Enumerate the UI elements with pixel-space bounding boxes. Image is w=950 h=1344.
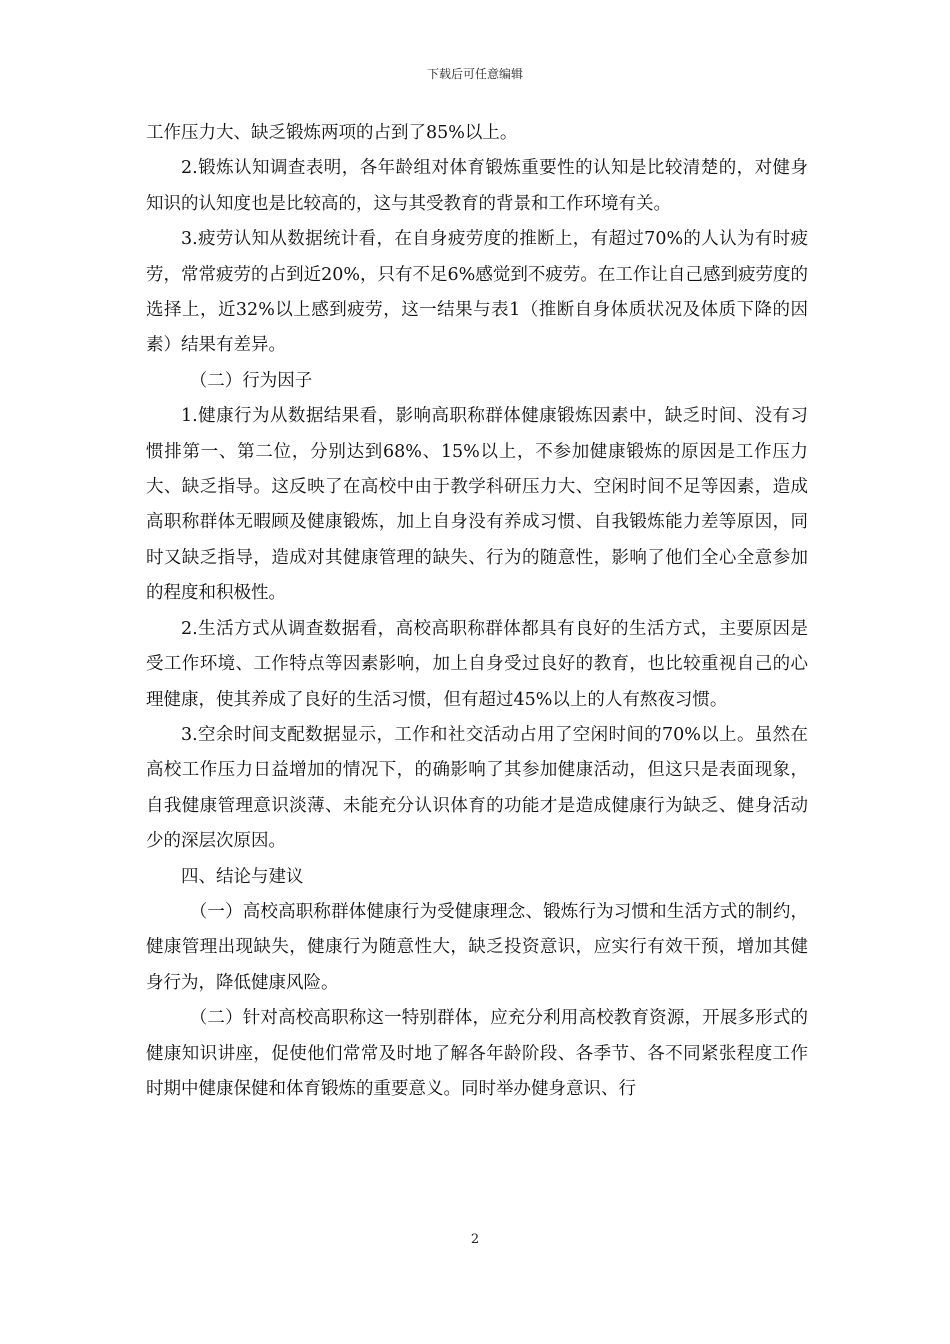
paragraph-lifestyle: 2.生活方式从调查数据看，高校高职称群体都具有良好的生活方式，主要原因是受工作环境、工作特点等因素影响，加上自身受过良好的教育，也比较重视自己的心理健康，使其养成了良好的生活习惯，但有超过45%以上的人有熬夜习惯。 [146,618,808,710]
section-heading-conclusions: 四、结论与建议 [181,866,304,887]
paragraph-fatigue-cognition: 3.疲劳认知从数据统计看，在自身疲劳度的推断上，有超过70%的人认为有时疲劳，常常疲劳的占到近20%，只有不足6%感觉到不疲劳。在工作让自己感到疲劳度的选择上，近32%以上感到疲劳，这一结果与表1（推断自身体质状况及体质下降的因素）结果有差异。 [146,229,808,356]
paragraph-conclusion-1: （一）高校高职称群体健康行为受健康理念、锻炼行为习惯和生活方式的制约，健康管理出现缺失，健康行为随意性大，缺乏投资意识，应实行有效干预，增加其健身行为，降低健康风险。 [146,901,808,993]
paragraph-free-time: 3.空余时间支配数据显示，工作和社交活动占用了空闲时间的70%以上。虽然在高校工作压力日益增加的情况下，的确影响了其参加健康活动，但这只是表面现象，自我健康管理意识淡薄、未能充分认识体育的功能才是造成健康行为缺乏、健身活动少的深层次原因。 [146,724,808,852]
page-header: 下载后可任意编辑 [426,67,523,81]
document-body [146,116,808,1107]
page-number: 2 [470,1232,480,1247]
paragraph-conclusion-2: （二）针对高校高职称这一特别群体，应充分利用高校教育资源，开展多形式的健康知识讲座，促使他们常常及时地了解各年龄阶段、各季节、各不同紧张程度工作时期中健康保健和体育锻炼的重要意义。同时举办健身意识、行 [146,1008,808,1099]
paragraph-health-behavior: 1.健康行为从数据结果看，影响高职称群体健康锻炼因素中，缺乏时间、没有习惯排第一、第二位，分别达到68%、15%以上，不参加健康锻炼的原因是工作压力大、缺乏指导。这反映了在高校中由于教学科研压力大、空闲时间不足等因素，造成高职称群体无暇顾及健康锻炼，加上自身没有养成习惯、自我锻炼能力差等原因，同时又缺乏指导，造成对其健康管理的缺失、行为的随意性，影响了他们全心全意参加的程度和积极性。 [146,406,808,604]
paragraph-continued: 工作压力大、缺乏锻炼两项的占到了85%以上。 [146,123,518,143]
section-heading-behavior-factors: （二）行为因子 [189,370,313,391]
paragraph-exercise-cognition: 2.锻炼认知调查表明，各年龄组对体育锻炼重要性的认知是比较清楚的，对健身知识的认知度也是比较高的，这与其受教育的背景和工作环境有关。 [146,158,808,214]
